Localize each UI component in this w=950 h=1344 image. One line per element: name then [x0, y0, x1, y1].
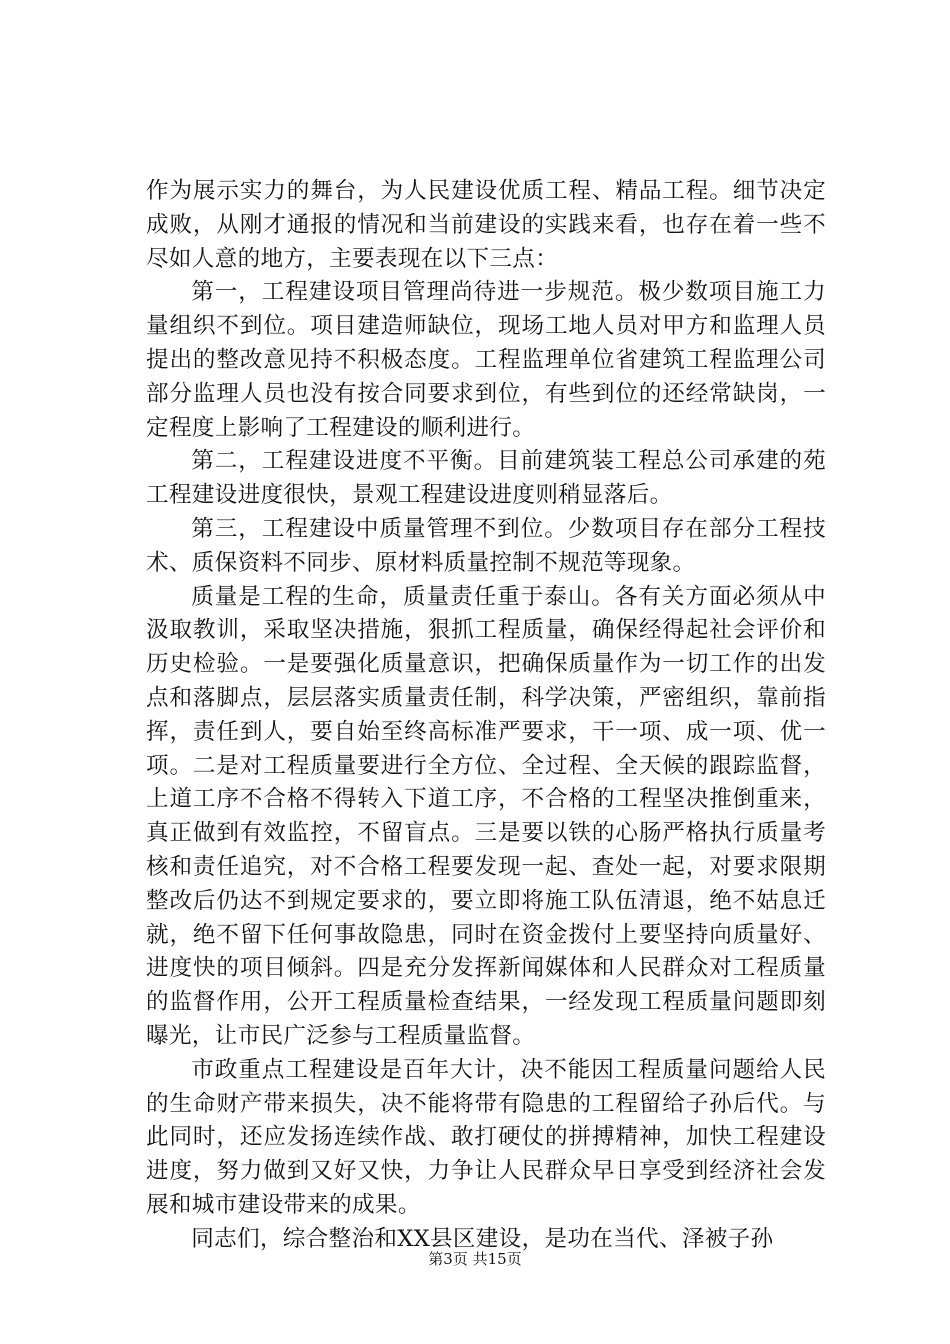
paragraph-continuation: 作为展示实力的舞台，为人民建设优质工程、精品工程。细节决定成败，从刚才通报的情况和当前建设的实践来看，也存在着一些不尽如人意的地方，主要表现在以下三点：	[146, 178, 826, 272]
paragraph-issue-two: 第二，工程建设进度不平衡。目前建筑装工程总公司承建的苑工程建设进度很快，景观工程建设进度则稍显落后。	[146, 448, 826, 509]
paragraph-quality: 质量是工程的生命，质量责任重于泰山。各有关方面必须从中汲取教训，采取坚决措施，狠抓工程质量，确保经得起社会评价和历史检验。一是要强化质量意识，把确保质量作为一切工作的出发点和落脚点，层层落实质量责任制，科学决策，严密组织，靠前指挥，责任到人，要自始至终高标准严要求，干一项、成一项、优一项。二是对工程质量要进行全方位、全过程、全天候的跟踪监督，上道工序不合格不得转入下道工序，不合格的工程坚决推倒重来，真正做到有效监控，不留盲点。三是要以铁的心肠严格执行质量考核和责任追究，对不合格工程要发现一起、查处一起，对要求限期整改后仍达不到规定要求的，要立即将施工队伍清退，绝不姑息迁就，绝不留下任何事故隐患，同时在资金拨付上要坚持向质量好、进度快的项目倾斜。四是充分发挥新闻媒体和人民群众对工程质量的监督作用，公开工程质量检查结果，一经发现工程质量问题即刻曝光，让市民广泛参与工程质量监督。	[146, 583, 826, 1049]
paragraph-issue-one: 第一，工程建设项目管理尚待进一步规范。极少数项目施工力量组织不到位。项目建造师缺位，现场工地人员对甲方和监理人员提出的整改意见持不积极态度。工程监理单位省建筑工程监理公司部分监理人员也没有按合同要求到位，有些到位的还经常缺岗，一定程度上影响了工程建设的顺利进行。	[146, 279, 826, 441]
paragraph-comrades: 同志们，综合整治和XX县区建设，是功在当代、泽被子孙	[191, 1225, 774, 1252]
page-number-footer: 第3页 共15页	[428, 1250, 522, 1268]
paragraph-issue-three: 第三，工程建设中质量管理不到位。少数项目存在部分工程技术、质保资料不同步、原材料质量控制不规范等现象。	[146, 515, 826, 576]
paragraph-municipal: 市政重点工程建设是百年大计，决不能因工程质量问题给人民的生命财产带来损失，决不能将带有隐患的工程留给子孙后代。与此同时，还应发扬连续作战、敢打硬仗的拼搏精神，加快工程建设进度，努力做到又好又快，力争让人民群众早日享受到经济社会发展和城市建设带来的成果。	[146, 1056, 826, 1218]
document-body	[146, 175, 826, 1257]
